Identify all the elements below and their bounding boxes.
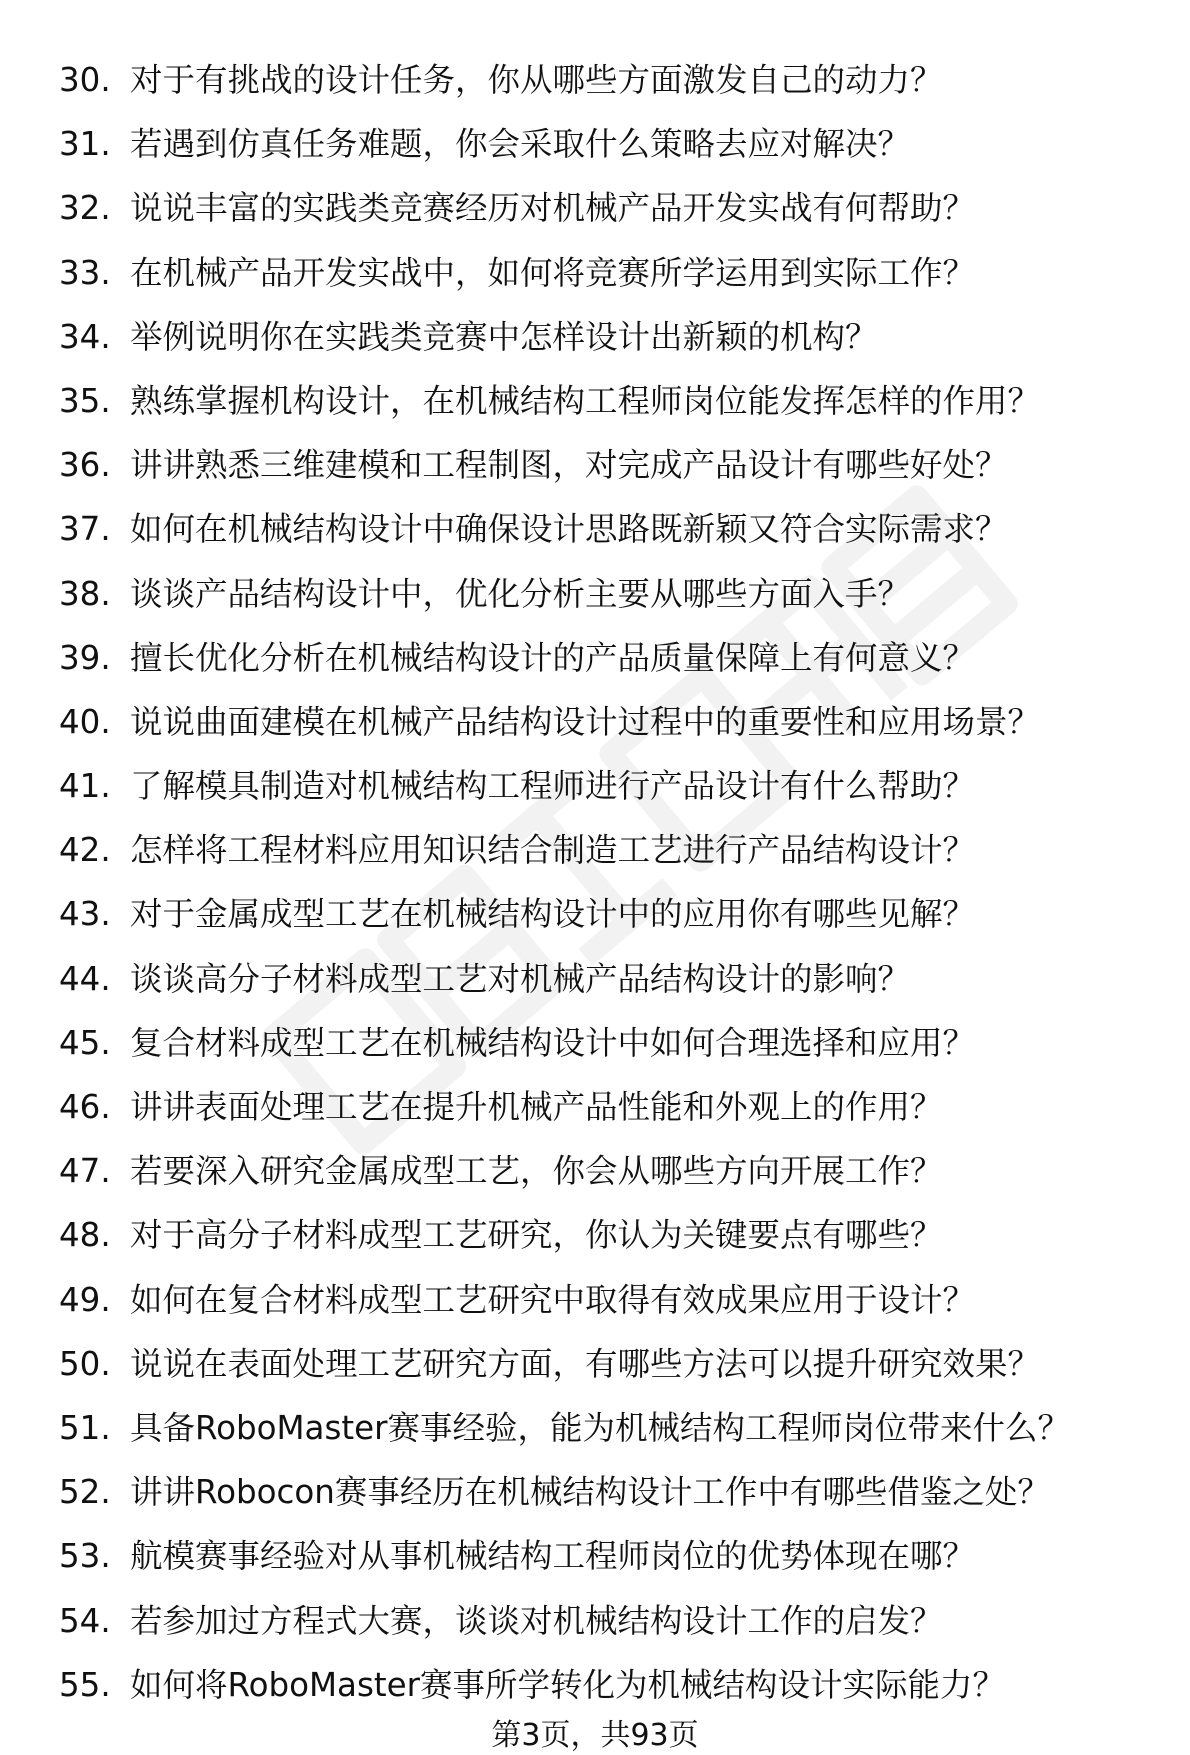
question-number: 32.	[59, 189, 111, 228]
question-text: 若参加过方程式大赛，谈谈对机械结构设计工作的启发？	[130, 1601, 943, 1640]
question-text: 若要深入研究金属成型工艺，你会从哪些方向开展工作？	[130, 1152, 943, 1191]
question-text: 在机械产品开发实战中，如何将竞赛所学运用到实际工作？	[130, 253, 976, 292]
question-text: 擅长优化分析在机械结构设计的产品质量保障上有何意义？	[130, 638, 976, 677]
question-item	[0, 882, 1190, 946]
question-item	[0, 241, 1190, 305]
question-item	[0, 1011, 1190, 1075]
question-text: 讲讲Robocon赛事经历在机械结构设计工作中有哪些借鉴之处？	[130, 1473, 1050, 1512]
question-text: 对于高分子材料成型工艺研究，你认为关键要点有哪些？	[130, 1216, 943, 1255]
question-text: 怎样将工程材料应用知识结合制造工艺进行产品结构设计？	[130, 831, 976, 870]
question-number: 34.	[59, 317, 111, 356]
question-text: 如何在机械结构设计中确保设计思路既新颖又符合实际需求？	[130, 510, 1008, 549]
question-number: 35.	[59, 381, 111, 420]
question-item	[0, 947, 1190, 1011]
question-text: 对于金属成型工艺在机械结构设计中的应用你有哪些见解？	[130, 895, 976, 934]
question-number: 42.	[59, 831, 111, 870]
question-text: 熟练掌握机构设计，在机械结构工程师岗位能发挥怎样的作用？	[130, 381, 1041, 420]
question-text: 谈谈高分子材料成型工艺对机械产品结构设计的影响？	[130, 959, 911, 998]
question-number: 30.	[59, 61, 111, 99]
question-number: 46.	[59, 1088, 111, 1126]
question-item	[0, 690, 1190, 754]
question-item	[0, 497, 1190, 561]
question-text: 如何在复合材料成型工艺研究中取得有效成果应用于设计？	[130, 1280, 976, 1319]
question-number: 38.	[59, 574, 111, 613]
question-number: 50.	[59, 1344, 111, 1383]
question-number: 47.	[59, 1152, 111, 1191]
question-number: 37.	[59, 510, 111, 549]
page-footer: 第3页，共93页	[491, 1718, 699, 1753]
question-number: 33.	[59, 253, 111, 292]
question-text: 航模赛事经验对从事机械结构工程师岗位的优势体现在哪？	[130, 1537, 976, 1576]
question-item	[0, 112, 1190, 176]
question-item	[0, 1460, 1190, 1524]
question-number: 54.	[59, 1601, 111, 1640]
question-number: 43.	[59, 895, 111, 934]
question-text: 谈谈产品结构设计中，优化分析主要从哪些方面入手？	[130, 574, 911, 613]
question-text: 说说在表面处理工艺研究方面，有哪些方法可以提升研究效果？	[130, 1344, 1041, 1383]
question-text: 说说曲面建模在机械产品结构设计过程中的重要性和应用场景？	[130, 702, 1041, 741]
question-item	[0, 369, 1190, 433]
question-text: 讲讲熟悉三维建模和工程制图，对完成产品设计有哪些好处？	[130, 446, 1008, 485]
question-item	[0, 562, 1190, 626]
question-text: 如何将RoboMaster赛事所学转化为机械结构设计实际能力？	[130, 1665, 1006, 1704]
question-item	[0, 818, 1190, 882]
question-number: 39.	[59, 638, 111, 677]
question-text: 举例说明你在实践类竞赛中怎样设计出新颖的机构？	[130, 317, 878, 356]
question-number: 55.	[59, 1665, 111, 1704]
question-number: 49.	[59, 1280, 111, 1319]
question-number: 51.	[59, 1408, 111, 1447]
question-text: 了解模具制造对机械结构工程师进行产品设计有什么帮助？	[130, 767, 976, 806]
question-item	[0, 1075, 1190, 1139]
question-item	[0, 626, 1190, 690]
question-number: 31.	[59, 125, 111, 164]
question-item	[0, 1653, 1190, 1717]
question-item	[0, 433, 1190, 497]
question-list	[0, 48, 1190, 1717]
question-number: 41.	[59, 767, 111, 806]
question-text: 说说丰富的实践类竞赛经历对机械产品开发实战有何帮助？	[130, 189, 976, 228]
question-text: 复合材料成型工艺在机械结构设计中如何合理选择和应用？	[130, 1023, 976, 1062]
question-item	[0, 176, 1190, 240]
question-number: 52.	[59, 1473, 111, 1512]
question-item	[0, 1524, 1190, 1588]
question-item	[0, 1203, 1190, 1267]
question-number: 44.	[59, 959, 111, 998]
question-text: 对于有挑战的设计任务，你从哪些方面激发自己的动力？	[130, 61, 943, 99]
question-item	[0, 1396, 1190, 1460]
question-item	[0, 1268, 1190, 1332]
question-item	[0, 1139, 1190, 1203]
question-number: 36.	[59, 446, 111, 485]
question-text: 讲讲表面处理工艺在提升机械产品性能和外观上的作用？	[130, 1088, 943, 1126]
question-item	[0, 1589, 1190, 1653]
question-number: 48.	[59, 1216, 111, 1255]
question-number: 45.	[59, 1023, 111, 1062]
question-text: 具备RoboMaster赛事经验，能为机械结构工程师岗位带来什么？	[130, 1408, 1071, 1447]
question-item	[0, 48, 1190, 112]
question-number: 53.	[59, 1537, 111, 1576]
question-text: 若遇到仿真任务难题，你会采取什么策略去应对解决？	[130, 125, 911, 164]
question-item	[0, 754, 1190, 818]
question-number: 40.	[59, 702, 111, 741]
question-item	[0, 1332, 1190, 1396]
question-item	[0, 305, 1190, 369]
